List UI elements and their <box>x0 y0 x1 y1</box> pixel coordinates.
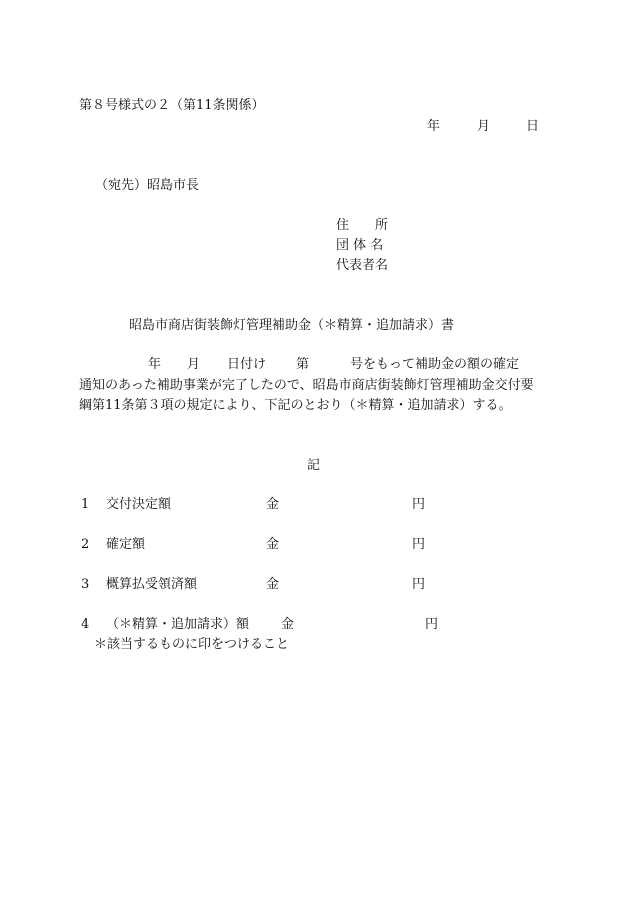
date-day: 日 <box>526 119 540 134</box>
body-dated: 日付け <box>227 357 267 372</box>
body-line2: 通知のあった補助事業が完了したので、昭島市商店街装飾灯管理補助金交付要 <box>79 378 534 393</box>
item-label: 交付決定額 <box>106 497 172 512</box>
item-kin: 金 <box>266 577 280 592</box>
item-number: 2 <box>81 537 90 552</box>
item-yen: 円 <box>412 497 426 512</box>
item-kin: 金 <box>281 617 295 632</box>
body-dai: 第 <box>296 357 310 372</box>
body-year: 年 <box>148 357 162 372</box>
item-label: 確定額 <box>106 537 146 552</box>
representative-label: 代表者名 <box>336 258 389 273</box>
address-label: 住 所 <box>336 218 389 233</box>
item-yen: 円 <box>412 537 426 552</box>
date-month: 月 <box>477 119 491 134</box>
item-label: 概算払受領済額 <box>106 577 198 592</box>
body-line3: 綱第11条第３項の規定により、下記のとおり（＊精算・追加請求）する。 <box>79 398 512 413</box>
group-name-label: 団 体 名 <box>336 238 384 253</box>
item-yen: 円 <box>412 577 426 592</box>
body-line1-rest: 号をもって補助金の額の確定 <box>350 357 520 372</box>
body-month: 月 <box>187 357 201 372</box>
document-title: 昭島市商店街装飾灯管理補助金（＊精算・追加請求）書 <box>129 318 455 333</box>
item-number: 1 <box>81 497 90 512</box>
item-label: （＊精算・追加請求）額 <box>106 617 250 632</box>
item-number: 4 <box>81 617 90 632</box>
item-yen: 円 <box>425 617 439 632</box>
form-number: 第８号様式の２（第11条関係） <box>79 98 265 113</box>
footnote: ＊該当するものに印をつけること <box>94 637 290 652</box>
date-year: 年 <box>427 119 441 134</box>
addressee: （宛先）昭島市長 <box>95 178 200 193</box>
item-number: 3 <box>81 577 90 592</box>
item-kin: 金 <box>266 497 280 512</box>
item-kin: 金 <box>266 537 280 552</box>
ki-heading: 記 <box>307 458 321 473</box>
